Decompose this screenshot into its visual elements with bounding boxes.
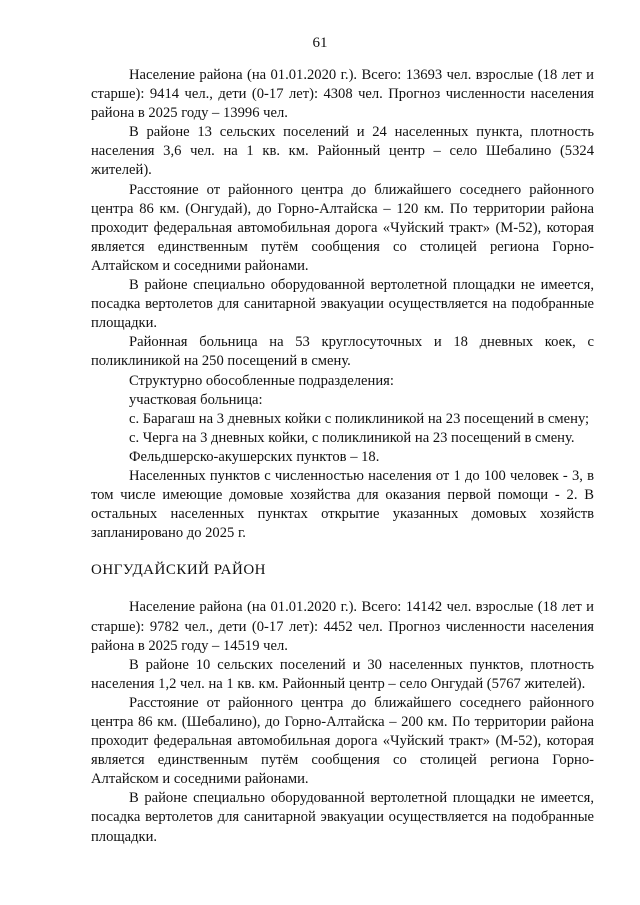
paragraph: с. Черга на 3 дневных койки, с поликлиникой на 23 посещений в смену. [129, 429, 575, 446]
paragraph: В районе специально оборудованной вертолетной площадки не имеется, посадка вертолетов для санитарной эвакуации осуществляется на подобранные площадки. [91, 790, 594, 845]
paragraph: Населенных пунктов с численностью населения от 1 до 100 человек - 3, в том числе имеющие домовые хозяйства для оказания первой помощи - 2. В остальных населенных пунктах открытие указанных домовых хозяйств запланировано до 2025 г. [91, 467, 594, 542]
paragraph: Население района (на 01.01.2020 г.). Всего: 14142 чел. взрослые (18 лет и старше): 9782 чел., дети (0-17 лет): 4452 чел. Прогноз численности населения района в 2025 году – 14519 чел. [91, 599, 594, 654]
paragraph: Фельдшерско-акушерских пунктов – 18. [129, 448, 380, 465]
paragraph: В районе 13 сельских поселений и 24 населенных пункта, плотность населения 3,6 чел. на 1 кв. км. Районный центр – село Шебалино (5324 жителей). [91, 124, 594, 179]
paragraph: Расстояние от районного центра до ближайшего соседнего районного центра 86 км. (Онгудай), до Горно-Алтайска – 120 км. По территории района проходит федеральная автомобильная дорога «Чуйский тракт» (М-52), которая является единственным путём сообщения со столицей региона Горно-Алтайском и соседними районами. [91, 181, 594, 274]
page-number: 61 [312, 35, 328, 51]
paragraph: с. Барагаш на 3 дневных койки с поликлиникой на 23 посещений в смену; [129, 410, 590, 427]
section-heading: ОНГУДАЙСКИЙ РАЙОН [91, 562, 267, 579]
paragraph: В районе специально оборудованной вертолетной площадки не имеется, посадка вертолетов для санитарной эвакуации осуществляется на подобранные площадки. [91, 277, 594, 332]
document-body [91, 66, 594, 847]
paragraph: Районная больница на 53 круглосуточных и 18 дневных коек, с поликлиникой на 250 посещений в смену. [91, 334, 594, 370]
paragraph: Расстояние от районного центра до ближайшего соседнего районного центра 86 км. (Шебалино), до Горно-Алтайска – 200 км. По территории района проходит федеральная автомобильная дорога «Чуйский тракт» (М-52), которая является единственным путём сообщения со столицей региона Горно-Алтайском и соседними районами. [91, 694, 594, 788]
paragraph: Структурно обособленные подразделения: [129, 372, 394, 389]
paragraph: В районе 10 сельских поселений и 30 населенных пунктов, плотность населения 1,2 чел. на 1 кв. км. Районный центр – село Онгудай (5767 жителей). [91, 656, 594, 692]
paragraph: участковая больница: [129, 391, 263, 408]
paragraph: Население района (на 01.01.2020 г.). Всего: 13693 чел. взрослые (18 лет и старше): 9414 чел., дети (0-17 лет): 4308 чел. Прогноз численности населения района в 2025 году – 13996 чел. [91, 67, 594, 122]
